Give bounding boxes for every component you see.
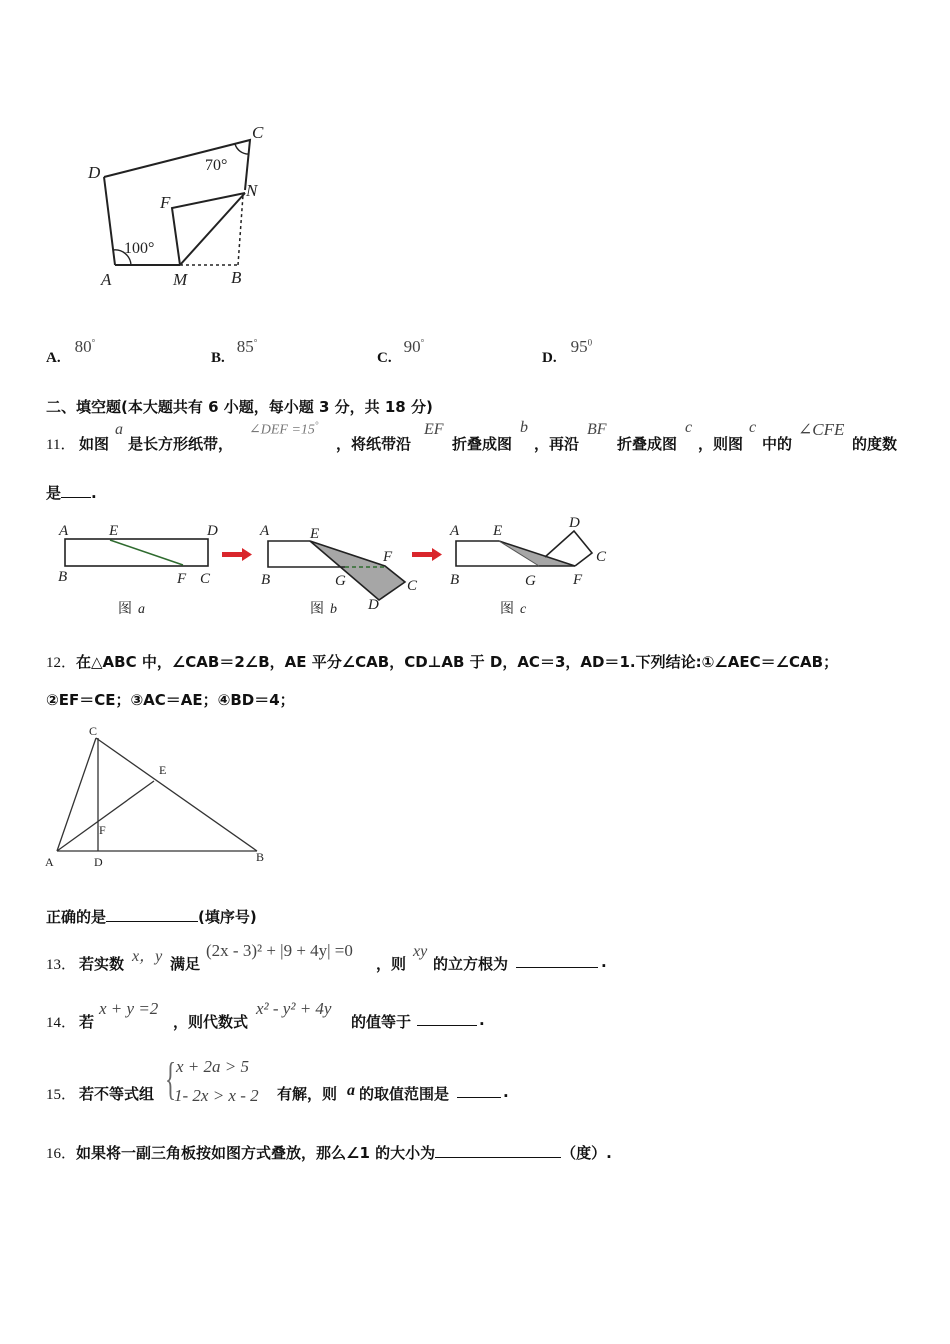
answer-blank[interactable] bbox=[457, 1083, 501, 1098]
svg-text:图: 图 bbox=[310, 602, 324, 617]
period: . bbox=[503, 1083, 509, 1101]
option-letter: D. bbox=[542, 350, 557, 366]
q14-text: 的值等于 bbox=[351, 1013, 412, 1031]
svg-text:D: D bbox=[207, 523, 218, 539]
q13-expression: (2x - 3)² + |9 + 4y| =0 bbox=[206, 941, 353, 960]
option-value: 85° bbox=[236, 337, 258, 356]
answer-blank[interactable] bbox=[106, 907, 198, 922]
q15-inequality-2: 1- 2x > x - 2 bbox=[174, 1086, 259, 1105]
figure-b bbox=[259, 523, 418, 617]
question-number: 16． bbox=[46, 1146, 77, 1162]
svg-text:D: D bbox=[94, 855, 103, 869]
q11-math: EF bbox=[424, 421, 444, 438]
question-14 bbox=[46, 997, 506, 1033]
q15-math: a bbox=[347, 1082, 355, 1099]
q14-text: ，则代数式 bbox=[173, 1013, 249, 1031]
q12-text: 正确的是 bbox=[46, 908, 107, 926]
q11-text: ，将纸带沿 bbox=[336, 435, 412, 453]
q11-text: ，则图 bbox=[698, 435, 744, 453]
q11-text: ，再沿 bbox=[534, 435, 580, 453]
answer-blank[interactable] bbox=[61, 483, 91, 498]
option-c[interactable] bbox=[377, 338, 424, 367]
question-number: 14． bbox=[46, 1015, 77, 1031]
q14-text: 若 bbox=[79, 1013, 95, 1031]
label-M: M bbox=[173, 270, 188, 289]
q11-text: 折叠成图 bbox=[452, 435, 513, 453]
angle-C-label: 70° bbox=[205, 157, 228, 174]
q11-math: ∠CFE bbox=[798, 420, 845, 439]
question-number: 13． bbox=[46, 957, 77, 973]
label-A: A bbox=[101, 270, 112, 289]
svg-text:图: 图 bbox=[118, 602, 132, 617]
q15-inequality-1: x + 2a > 5 bbox=[176, 1057, 249, 1076]
question-12 bbox=[46, 651, 838, 672]
svg-text:G: G bbox=[335, 573, 346, 589]
svg-text:C: C bbox=[89, 724, 98, 738]
option-letter: A. bbox=[46, 350, 61, 366]
question-number: 12． bbox=[46, 655, 77, 671]
red-arrow-icon bbox=[222, 548, 252, 561]
svg-text:D: D bbox=[569, 515, 580, 531]
option-letter: B. bbox=[211, 350, 225, 366]
period: . bbox=[91, 484, 97, 502]
option-letter: C. bbox=[377, 350, 392, 366]
q11-fold-figures bbox=[46, 515, 626, 625]
q11-math: c bbox=[685, 419, 693, 436]
q11-text: 折叠成图 bbox=[617, 435, 678, 453]
svg-text:b: b bbox=[330, 602, 337, 617]
q13-math: x，y bbox=[132, 948, 163, 965]
q13-text: 满足 bbox=[170, 955, 201, 973]
q11-text: 的度数 bbox=[852, 435, 898, 453]
svg-text:B: B bbox=[58, 569, 68, 585]
q11-angle-def: ∠DEF =15° bbox=[249, 420, 319, 438]
label-C: C bbox=[252, 123, 264, 142]
option-value: 90° bbox=[403, 337, 425, 356]
q12-text: (填序号) bbox=[198, 908, 257, 926]
q13-math: xy bbox=[413, 943, 428, 960]
svg-text:A: A bbox=[45, 855, 54, 869]
question-11 bbox=[46, 419, 926, 453]
question-16 bbox=[46, 1142, 612, 1163]
question-15 bbox=[46, 1052, 526, 1112]
option-a[interactable] bbox=[46, 338, 95, 367]
svg-text:A: A bbox=[450, 523, 460, 539]
question-11-line2 bbox=[46, 482, 97, 503]
question-number: 15． bbox=[46, 1087, 77, 1103]
svg-text:G: G bbox=[525, 573, 536, 589]
svg-text:B: B bbox=[256, 850, 265, 864]
q13-text: 的立方根为 bbox=[433, 955, 509, 973]
figure-c bbox=[449, 515, 607, 617]
answer-blank[interactable] bbox=[516, 953, 598, 968]
svg-text:C: C bbox=[596, 549, 607, 565]
q15-text: 有解，则 bbox=[277, 1085, 338, 1103]
q12-statement: 在△ABC 中，∠CAB＝2∠B，AE 平分∠CAB，CD⊥AB 于 D，AC＝3，AD＝1.下列结论:①∠AEC＝∠CAB； bbox=[76, 653, 839, 671]
q12-triangle-figure bbox=[44, 720, 274, 870]
svg-text:B: B bbox=[450, 572, 460, 588]
q16-text: （度）. bbox=[561, 1144, 612, 1162]
svg-text:F: F bbox=[383, 549, 393, 565]
q11-math: c bbox=[749, 419, 757, 436]
q11-math: BF bbox=[587, 421, 607, 438]
q11-text: 如图 bbox=[79, 435, 110, 453]
q15-text: 若不等式组 bbox=[79, 1085, 155, 1103]
q11-text: 是长方形纸带， bbox=[128, 435, 234, 453]
svg-text:F: F bbox=[99, 823, 106, 837]
svg-text:A: A bbox=[59, 523, 69, 539]
svg-text:图: 图 bbox=[500, 602, 514, 617]
q10-quadrilateral-figure bbox=[85, 115, 280, 295]
q12-answer-line bbox=[46, 906, 257, 927]
figure-a bbox=[58, 523, 218, 617]
q11-math: a bbox=[115, 421, 123, 438]
label-N: N bbox=[246, 181, 258, 200]
answer-blank[interactable] bbox=[435, 1143, 561, 1158]
svg-text:E: E bbox=[109, 523, 119, 539]
label-D: D bbox=[88, 163, 101, 182]
q14-math: x² - y² + 4y bbox=[256, 999, 332, 1018]
q11-math: b bbox=[520, 419, 528, 436]
svg-text:E: E bbox=[310, 526, 320, 542]
svg-text:D: D bbox=[368, 597, 379, 613]
label-F: F bbox=[160, 193, 171, 212]
svg-text:E: E bbox=[159, 763, 167, 777]
svg-text:C: C bbox=[200, 571, 211, 587]
svg-text:B: B bbox=[261, 572, 271, 588]
option-value: $95^0$ bbox=[570, 337, 593, 356]
brace-icon: { bbox=[165, 1053, 177, 1104]
q13-text: 若实数 bbox=[79, 955, 125, 973]
angle-A-label: 100° bbox=[124, 240, 155, 257]
svg-text:C: C bbox=[407, 578, 418, 594]
option-d[interactable] bbox=[542, 338, 592, 367]
answer-blank[interactable] bbox=[417, 1011, 477, 1026]
svg-text:F: F bbox=[177, 571, 187, 587]
question-13 bbox=[46, 938, 646, 974]
question-number: 11． bbox=[46, 437, 76, 453]
section-heading: 二、填空题(本大题共有 6 小题，每小题 3 分，共 18 分) bbox=[46, 398, 433, 416]
svg-text:A: A bbox=[260, 523, 270, 539]
q15-text: 的取值范围是 bbox=[359, 1085, 450, 1103]
q11-text: 中的 bbox=[762, 435, 793, 453]
option-b[interactable] bbox=[211, 338, 257, 367]
label-B: B bbox=[231, 268, 242, 287]
svg-text:E: E bbox=[493, 523, 503, 539]
q14-math: x + y =2 bbox=[99, 999, 159, 1018]
q16-text: 如果将一副三角板按如图方式叠放，那么∠1 的大小为 bbox=[76, 1144, 436, 1162]
q11-text: 是 bbox=[46, 484, 62, 502]
red-arrow-icon bbox=[412, 548, 442, 561]
svg-text:F: F bbox=[573, 572, 583, 588]
svg-text:a: a bbox=[138, 602, 145, 617]
q13-text: ，则 bbox=[376, 955, 407, 973]
option-value: 80° bbox=[74, 337, 96, 356]
svg-text:c: c bbox=[520, 602, 527, 617]
period: . bbox=[601, 953, 607, 971]
q10-options bbox=[46, 338, 666, 368]
question-12-line2: ②EF＝CE；③AC＝AE；④BD＝4； bbox=[46, 691, 295, 709]
period: . bbox=[479, 1011, 485, 1029]
